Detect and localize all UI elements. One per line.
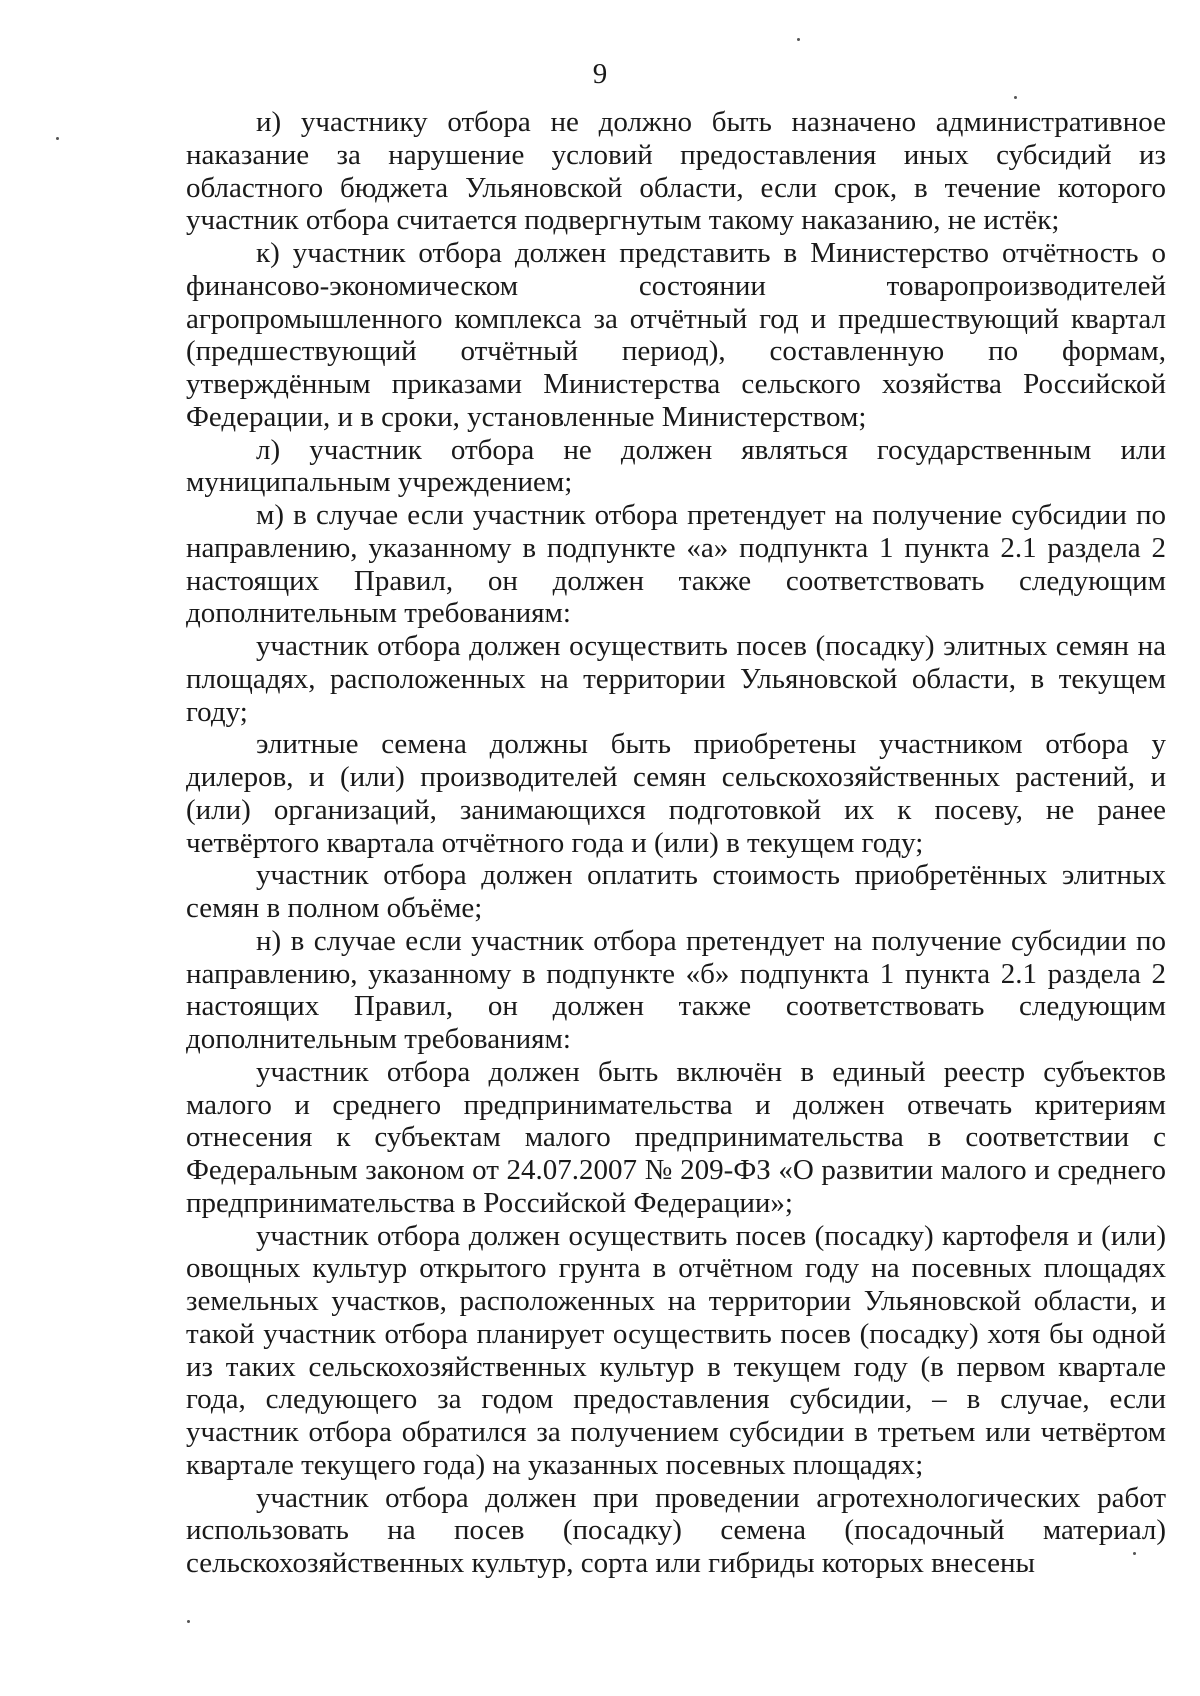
paragraph-m-req-1: участник отбора должен осуществить посев (посадку) элитных семян на площадях, расположенных на территории Ульяновской области, в текущем году; [186,630,1166,728]
paragraph-m-req-3: участник отбора должен оплатить стоимость приобретённых элитных семян в полном объёме; [186,859,1166,924]
paragraph-k: к) участник отбора должен представить в Министерство отчётность о финансово-экономическом состоянии товаропроизводителей агропромышленного комплекса за отчётный год и предшествующий квартал (предшествующий отчётный период), составленную по формам, утверждённым приказами Министерства сельского хозяйства Российской Федерации, и в сроки, установленные Министерством; [186,237,1166,433]
scan-speck [797,38,800,41]
paragraph-n-req-1: участник отбора должен быть включён в единый реестр субъектов малого и среднего предпринимательства и должен отвечать критериям отнесения к субъектам малого предпринимательства в соответствии с Федеральным законом от 24.07.2007 № 209-ФЗ «О развитии малого и среднего предпринимательства в Российской Федерации»; [186,1055,1166,1219]
document-body [186,106,1166,1580]
scan-speck [187,1620,190,1623]
paragraph-n-req-2: участник отбора должен осуществить посев (посадку) картофеля и (или) овощных культур открытого грунта в отчётном году на посевных площадях земельных участков, расположенных на территории Ульяновской области, и такой участник отбора планирует осуществить посев (посадку) хотя бы одной из таких сельскохозяйственных культур в текущем году (в первом квартале года, следующего за годом предоставления субсидии, – в случае, если участник отбора обратился за получением субсидии в третьем или четвёртом квартале текущего года) на указанных посевных площадях; [186,1219,1166,1481]
scan-speck [56,137,59,140]
scan-speck [1014,96,1017,99]
paragraph-l: л) участник отбора не должен являться государственным или муниципальным учреждением; [186,433,1166,499]
paragraph-m: м) в случае если участник отбора претендует на получение субсидии по направлению, указанному в подпункте «а» подпункта 1 пункта 2.1 раздела 2 настоящих Правил, он должен также соответствовать следующим дополнительным требованиям: [186,499,1166,630]
paragraph-n: н) в случае если участник отбора претендует на получение субсидии по направлению, указанному в подпункте «б» подпункта 1 пункта 2.1 раздела 2 настоящих Правил, он должен также соответствовать следующим дополнительным требованиям: [186,924,1166,1055]
paragraph-i: и) участнику отбора не должно быть назначено административное наказание за нарушение условий предоставления иных субсидий из областного бюджета Ульяновской области, если срок, в течение которого участник отбора считается подвергнутым такому наказанию, не истёк; [186,106,1166,237]
page-number: 9 [592,58,608,90]
paragraph-n-req-3: участник отбора должен при проведении агротехнологических работ использовать на посев (посадку) семена (посадочный материал) сельскохозяйственных культур, сорта или гибриды которых внесены [186,1481,1166,1579]
paragraph-m-req-2: элитные семена должны быть приобретены участником отбора у дилеров, и (или) производителей семян сельскохозяйственных растений, и (или) организаций, занимающихся подготовкой их к посеву, не ранее четвёртого квартала отчётного года и (или) в текущем году; [186,728,1166,859]
scan-speck [1133,1552,1136,1555]
